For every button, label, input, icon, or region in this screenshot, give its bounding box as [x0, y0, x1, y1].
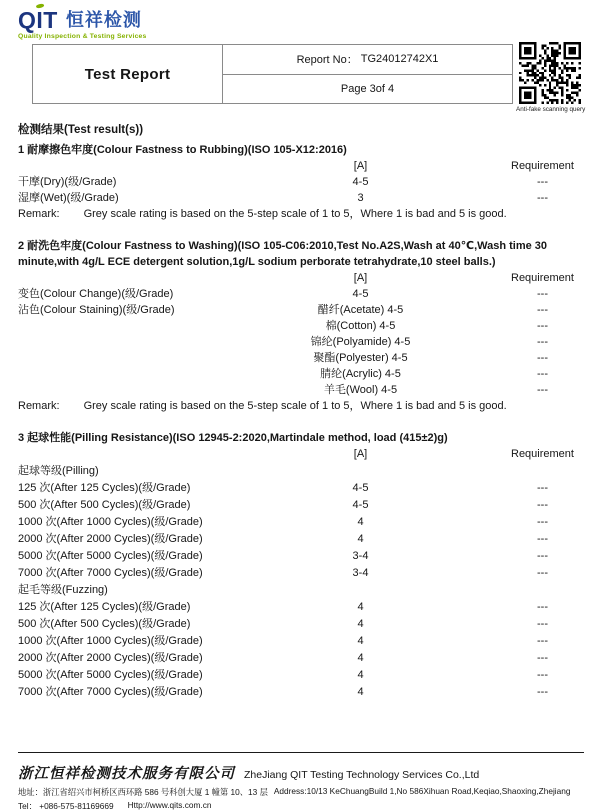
row-value: 聚酯(Polyester) 4-5 — [313, 352, 408, 364]
column-header-sample: [A] — [353, 160, 368, 172]
result-row — [18, 684, 584, 701]
row-requirement: --- — [537, 482, 548, 494]
column-header-requirement: Requirement — [511, 272, 574, 284]
result-row — [18, 582, 584, 599]
row-requirement: --- — [537, 635, 548, 647]
logo-tagline: Quality Inspection & Testing Services — [18, 33, 147, 40]
remark-text: Grey scale rating is based on the 5-step scale of 1 to 5，Where 1 is bad and 5 is good. — [83, 208, 507, 220]
row-label: 5000 次(After 5000 Cycles)(级/Grade) — [18, 669, 203, 681]
row-label — [18, 318, 288, 334]
row-label — [18, 334, 288, 350]
result-row — [18, 286, 584, 302]
row-label: 干摩(Dry)(级/Grade) — [18, 176, 117, 188]
row-label: 变色(Colour Change)(级/Grade) — [18, 288, 174, 300]
report-title-cell — [33, 45, 223, 103]
column-header-sample: [A] — [353, 448, 368, 460]
row-requirement: --- — [537, 384, 548, 396]
result-row — [18, 650, 584, 667]
result-row — [18, 514, 584, 531]
row-value: 棉(Cotton) 4-5 — [325, 320, 396, 332]
row-label: 1000 次(After 1000 Cycles)(级/Grade) — [18, 516, 203, 528]
report-no-label: Report No： — [296, 54, 358, 67]
telephone — [18, 800, 114, 812]
result-row — [18, 531, 584, 548]
row-requirement: --- — [537, 550, 548, 562]
tel-value: +086-575-81169669 — [39, 801, 114, 811]
row-requirement: --- — [537, 304, 548, 316]
row-value: 4-5 — [352, 482, 369, 494]
row-requirement: --- — [537, 192, 548, 204]
qr-code-icon — [518, 42, 582, 104]
row-requirement: --- — [537, 288, 548, 300]
row-value: 4 — [357, 669, 364, 681]
row-label: 1000 次(After 1000 Cycles)(级/Grade) — [18, 635, 203, 647]
row-label: 起球等级(Pilling) — [18, 465, 99, 477]
remark-row — [18, 206, 584, 222]
results-sections — [18, 142, 584, 701]
row-requirement: --- — [537, 499, 548, 511]
row-label: 500 次(After 500 Cycles)(级/Grade) — [18, 618, 191, 630]
result-row — [18, 480, 584, 497]
result-section — [18, 430, 584, 701]
result-row — [18, 667, 584, 684]
result-row — [18, 599, 584, 616]
row-label: 起毛等级(Fuzzing) — [18, 584, 108, 596]
row-requirement — [433, 582, 584, 599]
row-value: 醋纤(Acetate) 4-5 — [317, 304, 404, 316]
section-title: 1 耐摩擦色牢度(Colour Fastness to Rubbing)(ISO 105-X12:2016) — [18, 144, 347, 156]
column-header-requirement: Requirement — [511, 448, 574, 460]
result-row — [18, 366, 584, 382]
row-value: 4 — [357, 618, 364, 630]
row-label — [18, 350, 288, 366]
remark-row — [18, 398, 584, 414]
row-value: 4-5 — [352, 288, 369, 300]
anti-fake-qr-block — [516, 42, 584, 113]
row-value: 3-4 — [352, 550, 369, 562]
row-requirement: --- — [537, 652, 548, 664]
row-requirement: --- — [537, 176, 548, 188]
row-label: 125 次(After 125 Cycles)(级/Grade) — [18, 482, 191, 494]
row-value: 腈纶(Acrylic) 4-5 — [320, 368, 401, 380]
row-requirement: --- — [537, 669, 548, 681]
qit-logo — [18, 8, 147, 40]
logo-brand-text — [18, 8, 58, 32]
row-requirement — [433, 463, 584, 480]
row-value: 4 — [357, 686, 364, 698]
column-header-spacer — [18, 158, 288, 174]
row-requirement: --- — [537, 368, 548, 380]
report-title: Test Report — [84, 65, 171, 83]
row-requirement: --- — [537, 567, 548, 579]
row-requirement: --- — [537, 601, 548, 613]
column-header-row — [18, 158, 584, 174]
row-label: 7000 次(After 7000 Cycles)(级/Grade) — [18, 567, 203, 579]
row-value: 羊毛(Wool) 4-5 — [323, 384, 398, 396]
row-label: 5000 次(After 5000 Cycles)(级/Grade) — [18, 550, 203, 562]
column-header-row — [18, 446, 584, 463]
address-cn: 地址：浙江省绍兴市柯桥区西环路 586 号科创大厦 1 幢第 10、13 层 — [18, 787, 268, 797]
result-row — [18, 497, 584, 514]
page-number-cell — [223, 74, 512, 104]
row-label — [18, 366, 288, 382]
row-label: 500 次(After 500 Cycles)(级/Grade) — [18, 499, 191, 511]
row-label: 沾色(Colour Staining)(级/Grade) — [18, 304, 175, 316]
row-label: 2000 次(After 2000 Cycles)(级/Grade) — [18, 652, 203, 664]
row-label — [18, 382, 288, 398]
results-body — [18, 122, 584, 701]
remark-label: Remark: — [18, 208, 60, 220]
row-value: 4 — [357, 516, 364, 528]
results-heading: 检测结果(Test result(s)) — [18, 124, 144, 136]
row-label: 2000 次(After 2000 Cycles)(级/Grade) — [18, 533, 203, 545]
row-value — [288, 463, 433, 480]
result-row — [18, 565, 584, 582]
company-name-en: ZheJiang QIT Testing Technology Services Co.,Ltd — [244, 769, 480, 781]
report-no-cell — [223, 45, 512, 74]
result-row — [18, 190, 584, 206]
row-requirement: --- — [537, 320, 548, 332]
result-row — [18, 548, 584, 565]
row-value: 4 — [357, 635, 364, 647]
row-label: 125 次(After 125 Cycles)(级/Grade) — [18, 601, 191, 613]
result-row — [18, 633, 584, 650]
result-section — [18, 238, 584, 414]
row-value: 4 — [357, 601, 364, 613]
column-header-spacer — [18, 270, 288, 286]
row-value: 4 — [357, 533, 364, 545]
section-title: 3 起球性能(Pilling Resistance)(ISO 12945-2:2020,Martindale method, load (415±2)g) — [18, 432, 448, 444]
column-header-spacer — [18, 446, 288, 463]
address-en: Address:10/13 KeChuangBuild 1,No 586Xihuan Road,Keqiao,Shaoxing,Zhejiang — [273, 786, 571, 796]
row-requirement: --- — [537, 352, 548, 364]
qr-caption: Anti-fake scanning query — [516, 106, 586, 113]
row-value: 4 — [357, 652, 364, 664]
result-row — [18, 350, 584, 366]
report-header-table — [32, 44, 513, 104]
website-url: Http://www.qits.com.cn — [127, 800, 212, 810]
result-row — [18, 174, 584, 190]
result-row — [18, 382, 584, 398]
result-section — [18, 142, 584, 222]
logo-chinese-name: 恒祥检测 — [65, 10, 142, 30]
row-requirement: --- — [537, 686, 548, 698]
result-row — [18, 302, 584, 318]
row-requirement: --- — [537, 533, 548, 545]
remark-label: Remark: — [18, 400, 60, 412]
logo-brand-letters: QIT — [18, 7, 58, 33]
row-requirement: --- — [537, 516, 548, 528]
page-footer — [18, 752, 584, 812]
row-value: 3 — [357, 192, 364, 204]
tel-label: Tel： — [18, 801, 37, 811]
row-requirement: --- — [537, 336, 548, 348]
section-title: 2 耐洗色牢度(Colour Fastness to Washing)(ISO 105-C06:2010,Test No.A2S,Wash at 40℃,Wash time 30 minute,with 4g/L ECE detergent solution,1g/L sodium perborate tetrahydrate,10 steel balls.) — [18, 240, 548, 268]
company-name-cn: 浙江恒祥检测技术服务有限公司 — [18, 765, 235, 782]
row-value: 4-5 — [352, 176, 369, 188]
column-header-requirement: Requirement — [511, 160, 574, 172]
result-row — [18, 334, 584, 350]
result-row — [18, 318, 584, 334]
footer-divider — [18, 752, 584, 753]
row-requirement: --- — [537, 618, 548, 630]
row-value: 4-5 — [352, 499, 369, 511]
row-label: 湿摩(Wet)(级/Grade) — [18, 192, 119, 204]
page-number: Page 3of 4 — [340, 82, 395, 95]
column-header-sample: [A] — [353, 272, 368, 284]
remark-text: Grey scale rating is based on the 5-step scale of 1 to 5，Where 1 is bad and 5 is good. — [83, 400, 507, 412]
row-value — [288, 582, 433, 599]
column-header-row — [18, 270, 584, 286]
row-value: 3-4 — [352, 567, 369, 579]
report-no-value: TG24012742X1 — [360, 53, 439, 66]
result-row — [18, 463, 584, 480]
result-row — [18, 616, 584, 633]
row-label: 7000 次(After 7000 Cycles)(级/Grade) — [18, 686, 203, 698]
row-value: 锦纶(Polyamide) 4-5 — [310, 336, 411, 348]
